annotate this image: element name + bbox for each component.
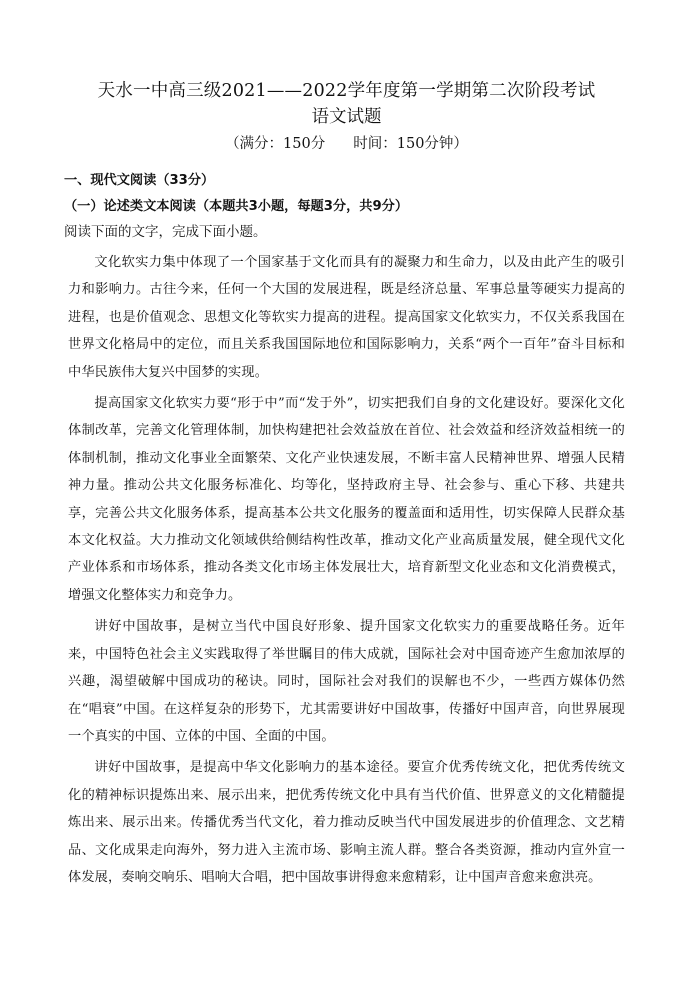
score-info: （满分：150分 xyxy=(225,136,326,152)
paragraph-1: 文化软实力集中体现了一个国家基于文化而具有的凝聚力和生命力，以及由此产生的吸引力和影响力。古往今来，任何一个大国的发展进程，既是经济总量、军事总量等硬实力提高的进程，也是价值观念、思想文化等软实力提高的进程。提高国家文化软实力，不仅关系我国在世界文化格局中的定位，而且关系我国国际地位和国际影响力，关系“两个一百年”奋斗目标和中华民族伟大复兴中国梦的实现。 xyxy=(68,255,625,380)
paragraph-2: 提高国家文化软实力要“形于中”而“发于外”，切实把我们自身的文化建设好。要深化文化体制改革，完善文化管理体制，加快构建把社会效益放在首位、社会效益和经济效益相统一的体制机制，推动文化事业全面繁荣、文化产业快速发展，不断丰富人民精神世界、增强人民精神力量。推动公共文化服务标准化、均等化，坚持政府主导、社会参与、重心下移、共建共享，完善公共文化服务体系，提高基本公共文化服务的覆盖面和适用性，切实保障人民群众基本文化权益。大力推动文化领域供给侧结构性改革，推动文化产业高质量发展，健全现代文化产业体系和市场体系，推动各类文化市场主体发展壮大，培育新型文化业态和文化消费模式，增强文化整体实力和竞争力。 xyxy=(68,396,625,603)
reading-instruction: 阅读下面的文字，完成下面小题。 xyxy=(64,224,267,240)
section-heading: 一、现代文阅读（33分） xyxy=(64,173,215,188)
subject-title: 语文试题 xyxy=(311,107,382,127)
time-info: 时间：150分钟） xyxy=(353,136,468,152)
exam-meta xyxy=(68,132,625,156)
exam-title: 天水一中高三级2021——2022学年度第一学期第二次阶段考试 xyxy=(97,81,596,101)
subsection-heading: （一）论述类文本阅读（本题共3小题，每题3分，共9分） xyxy=(64,199,409,214)
paragraph-3: 讲好中国故事，是树立当代中国良好形象、提升国家文化软实力的重要战略任务。近年来，中国特色社会主义实践取得了举世瞩目的伟大成就，国际社会对中国奇迹产生愈加浓厚的兴趣，渴望破解中国成功的秘诀。同时，国际社会对我们的误解也不少，一些西方媒体仍然在“唱衰”中国。在这样复杂的形势下，尤其需要讲好中国故事，传播好中国声音，向世界展现一个真实的中国、立体的中国、全面的中国。 xyxy=(68,619,625,744)
paragraph-4: 讲好中国故事，是提高中华文化影响力的基本途径。要宣介优秀传统文化，把优秀传统文化的精神标识提炼出来、展示出来，把优秀传统文化中具有当代价值、世界意义的文化精髓提炼出来、展示出来。传播优秀当代文化，着力推动反映当代中国发展进步的价值理念、文艺精品、文化成果走向海外，努力进入主流市场、影响主流人群。整合各类资源，推动内宣外宣一体发展，奏响交响乐、唱响大合唱，把中国故事讲得愈来愈精彩，让中国声音愈来愈洪亮。 xyxy=(68,760,625,885)
